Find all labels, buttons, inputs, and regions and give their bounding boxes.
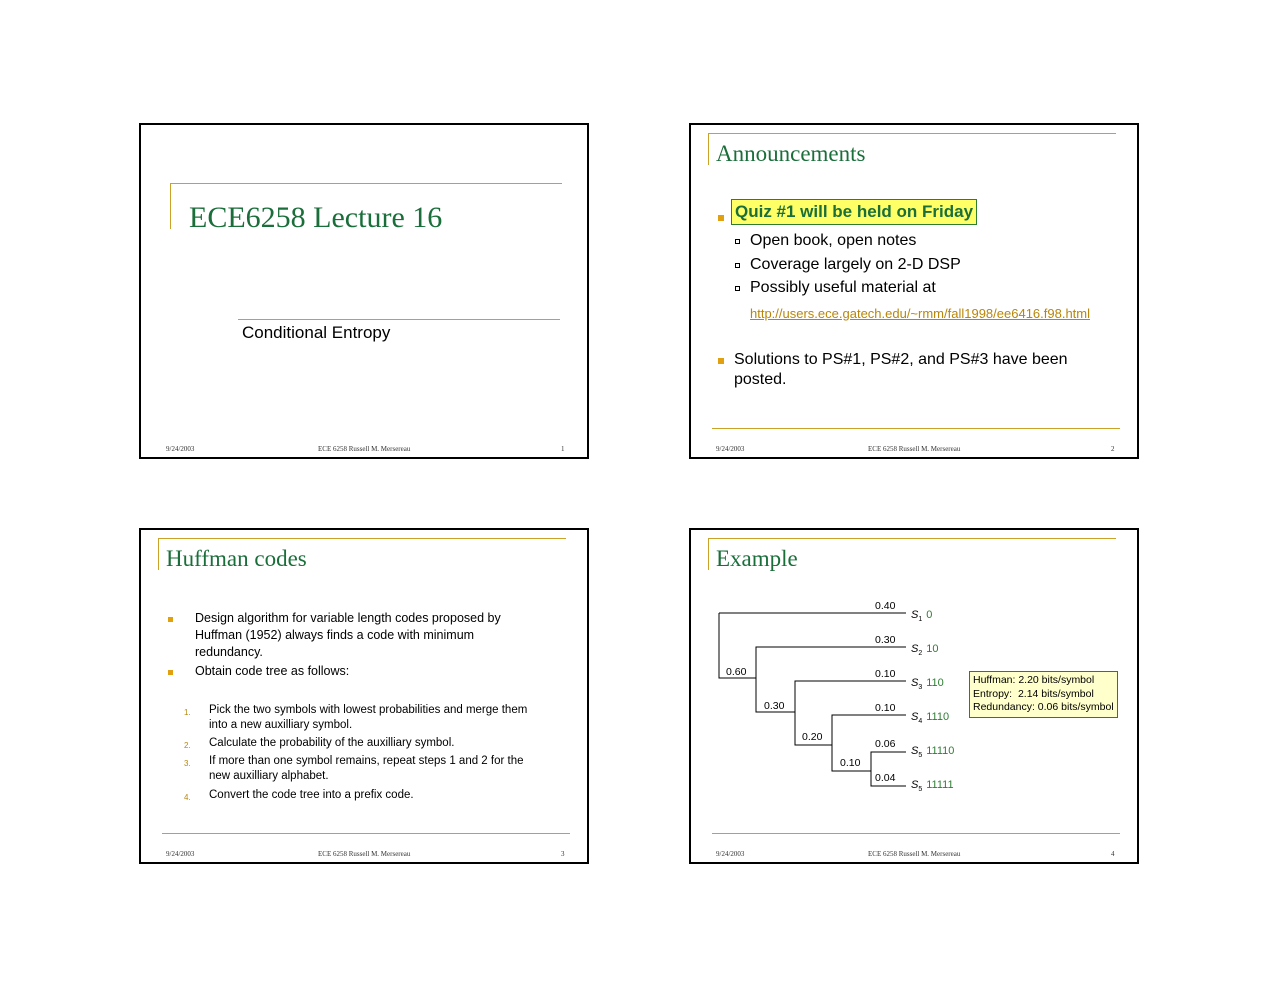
footer-page-number: 2 <box>1111 445 1115 453</box>
step-number: 1. <box>184 708 191 717</box>
sub-bullet-icon <box>735 286 740 291</box>
leaf-probability: 0.06 <box>875 738 896 750</box>
node-probability: 0.60 <box>726 666 747 678</box>
sub-bullet-icon <box>735 263 740 268</box>
footer-date: 9/24/2003 <box>716 850 745 858</box>
step-number: 4. <box>184 793 191 802</box>
tree-edge <box>871 752 906 771</box>
title-rule-vertical <box>170 183 171 229</box>
slide-title: Huffman codes <box>166 546 307 571</box>
slide-title: Example <box>716 546 798 571</box>
leaf-probability: 0.04 <box>875 772 896 784</box>
leaf-symbol-label: $S_3$ 110 <box>911 677 944 691</box>
subtitle-rule <box>238 319 560 320</box>
leaf-probability: 0.30 <box>875 634 896 646</box>
step-text: Convert the code tree into a prefix code. <box>209 789 414 801</box>
footer-page-number: 3 <box>561 850 565 858</box>
lecture-title: ECE6258 Lecture 16 <box>189 201 443 234</box>
bullet-text: Obtain code tree as follows: <box>195 664 350 678</box>
footer-author: ECE 6258 Russell M. Mersereau <box>318 850 411 858</box>
leaf-symbol-label: $S_5$ 11111 <box>911 779 954 793</box>
footer-date: 9/24/2003 <box>716 445 745 453</box>
leaf-symbol-label: $S_2$ 10 <box>911 643 939 657</box>
title-rule <box>170 183 562 184</box>
sub-bullet-icon <box>735 239 740 244</box>
slide-title: Announcements <box>716 141 866 166</box>
title-rule-vertical <box>708 538 709 570</box>
footer-author: ECE 6258 Russell M. Mersereau <box>318 445 411 453</box>
footer-page-number: 4 <box>1111 850 1115 858</box>
step-text: Pick the two symbols with lowest probabilities and merge them <box>209 704 528 716</box>
step-text: new auxilliary alphabet. <box>209 770 329 782</box>
huffman-code-tree-diagram <box>691 590 1137 850</box>
leaf-symbol-label: $S_5$ 11110 <box>911 745 955 759</box>
bullet-square-icon <box>718 358 724 364</box>
sub-bullet-text: Possibly useful material at <box>750 279 936 296</box>
entropy-text: Entropy: 2.14 bits/symbol <box>973 687 1094 700</box>
leaf-symbol-label: $S_4$ 1110 <box>911 711 950 725</box>
footer-page-number: 1 <box>561 445 565 453</box>
bullet-text: posted. <box>734 371 787 388</box>
title-rule-vertical <box>158 538 159 570</box>
footer-date: 9/24/2003 <box>166 445 195 453</box>
bullet-square-icon <box>168 617 173 622</box>
step-number: 3. <box>184 759 191 768</box>
step-text: Calculate the probability of the auxilliary symbol. <box>209 737 455 749</box>
course-material-link[interactable]: http://users.ece.gatech.edu/~rmm/fall1998/ee6416.f98.html <box>750 306 1091 321</box>
footer-author: ECE 6258 Russell M. Mersereau <box>868 850 961 858</box>
quiz-announcement-highlight: Quiz #1 will be held on Friday <box>731 199 977 225</box>
slide-1-title <box>139 123 589 459</box>
node-probability: 0.10 <box>840 757 861 769</box>
bullet-text: Solutions to PS#1, PS#2, and PS#3 have been <box>734 351 1068 368</box>
bullet-text: Design algorithm for variable length codes proposed by <box>195 611 501 625</box>
footer-date: 9/24/2003 <box>166 850 195 858</box>
leaf-probability: 0.40 <box>875 600 896 612</box>
bullet-square-icon <box>168 670 173 675</box>
footer-rule <box>712 833 1120 834</box>
sub-bullet-text: Open book, open notes <box>750 232 917 249</box>
step-text: If more than one symbol remains, repeat steps 1 and 2 for the <box>209 755 524 767</box>
code-efficiency-summary-box <box>969 671 1118 718</box>
node-probability: 0.30 <box>764 700 785 712</box>
leaf-probability: 0.10 <box>875 702 896 714</box>
title-rule <box>158 538 566 539</box>
leaf-symbol-label: $S_1$ 0 <box>911 609 933 623</box>
step-number: 2. <box>184 741 191 750</box>
bullet-text: Huffman (1952) always finds a code with minimum <box>195 628 475 642</box>
slide-4-example <box>689 528 1139 864</box>
redundancy-text: Redundancy: 0.06 bits/symbol <box>973 701 1114 713</box>
bullet-text: redundancy. <box>195 645 263 659</box>
footer-rule <box>712 428 1120 429</box>
slide-3-huffman-codes <box>139 528 589 864</box>
title-rule <box>708 538 1116 539</box>
sub-bullet-text: Coverage largely on 2-D DSP <box>750 256 961 273</box>
step-text: into a new auxilliary symbol. <box>209 719 353 731</box>
title-rule <box>708 133 1116 134</box>
bullet-square-icon <box>718 215 724 221</box>
leaf-probability: 0.10 <box>875 668 896 680</box>
slide-2-announcements <box>689 123 1139 459</box>
footer-rule <box>162 833 570 834</box>
lecture-subtitle: Conditional Entropy <box>242 323 391 342</box>
node-probability: 0.20 <box>802 731 823 743</box>
title-rule-vertical <box>708 133 709 165</box>
huffman-rate-text: Huffman: 2.20 bits/symbol <box>973 674 1095 686</box>
footer-author: ECE 6258 Russell M. Mersereau <box>868 445 961 453</box>
